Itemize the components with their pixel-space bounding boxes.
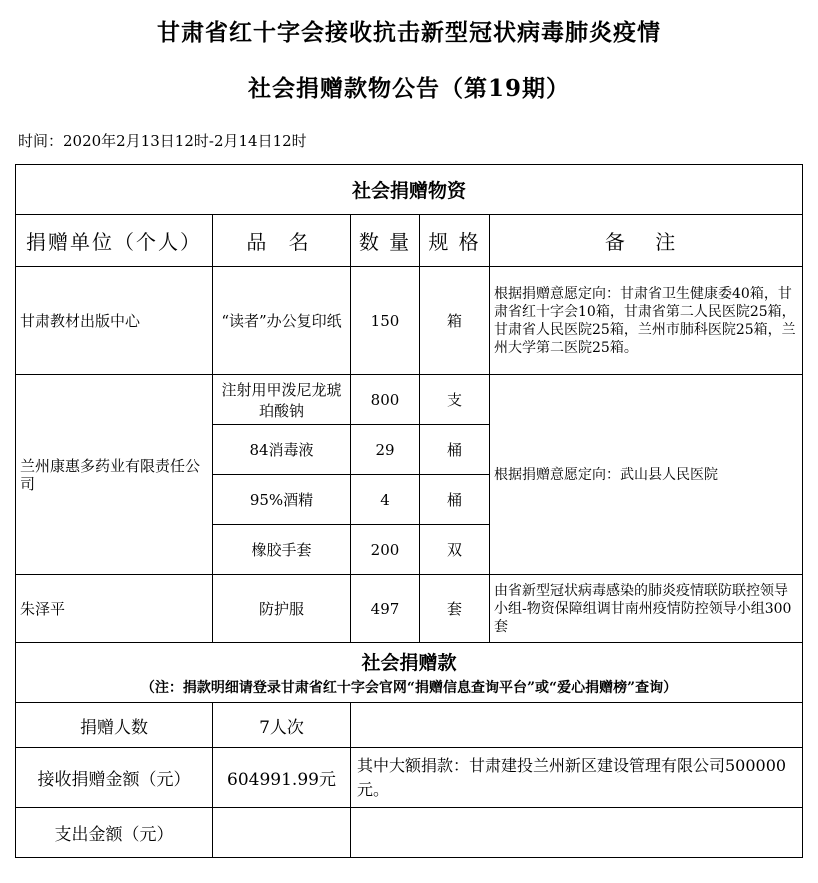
received-amount-value: 604991.99元 (213, 748, 351, 808)
table-row (16, 575, 803, 643)
time-range: 时间：2020年2月13日12时-2月14日12时 (18, 132, 307, 150)
unit-cell: 套 (420, 575, 490, 643)
donor-count-value: 7人次 (213, 703, 351, 748)
qty-cell: 800 (351, 375, 420, 425)
col-header-unit: 规 格 (420, 215, 490, 267)
remark-cell: 根据捐赠意愿定向：甘肃省卫生健康委40箱，甘肃省红十字会10箱，甘肃省第二人民医院25箱，甘肃省人民医院25箱，兰州市肺科医院25箱，兰州大学第二医院25箱。 (490, 267, 803, 375)
page-title-line2: 社会捐赠款物公告（第19期） (247, 75, 570, 102)
money-section-note: （注：捐款明细请登录甘肃省红十字会官网“捐赠信息查询平台”或“爱心捐赠榜”查询） (140, 680, 678, 696)
qty-cell: 150 (351, 267, 420, 375)
received-amount-note: 其中大额捐款：甘肃建投兰州新区建设管理有限公司500000元。 (351, 748, 803, 808)
donation-table (15, 164, 803, 858)
received-amount-label: 接收捐赠金额（元） (16, 748, 213, 808)
qty-cell: 29 (351, 425, 420, 475)
qty-cell: 497 (351, 575, 420, 643)
remark-cell: 根据捐赠意愿定向：武山县人民医院 (490, 375, 803, 575)
col-header-item: 品 名 (213, 215, 351, 267)
col-header-donor: 捐赠单位（个人） (16, 215, 213, 267)
donor-cell: 兰州康惠多药业有限责任公司 (16, 375, 213, 575)
money-row (16, 808, 803, 858)
item-cell: 防护服 (213, 575, 351, 643)
donor-cell: 朱泽平 (16, 575, 213, 643)
col-header-qty: 数 量 (351, 215, 420, 267)
money-row (16, 703, 803, 748)
money-title: 社会捐赠款 (361, 652, 457, 674)
item-cell: “读者”办公复印纸 (213, 267, 351, 375)
qty-cell: 4 (351, 475, 420, 525)
qty-cell: 200 (351, 525, 420, 575)
expense-amount-label: 支出金额（元） (16, 808, 213, 858)
unit-cell: 双 (420, 525, 490, 575)
expense-amount-note (351, 808, 803, 858)
table-row (16, 375, 803, 425)
item-cell: 84消毒液 (213, 425, 351, 475)
donor-cell: 甘肃教材出版中心 (16, 267, 213, 375)
unit-cell: 箱 (420, 267, 490, 375)
money-row (16, 748, 803, 808)
money-section-title (16, 643, 803, 703)
item-cell: 橡胶手套 (213, 525, 351, 575)
item-cell: 95%酒精 (213, 475, 351, 525)
donor-count-label: 捐赠人数 (16, 703, 213, 748)
donor-count-note (351, 703, 803, 748)
page-title-line1: 甘肃省红十字会接收抗击新型冠状病毒肺炎疫情 (157, 19, 661, 46)
unit-cell: 桶 (420, 475, 490, 525)
col-header-remark: 备 注 (490, 215, 803, 267)
unit-cell: 支 (420, 375, 490, 425)
goods-section-title: 社会捐赠物资 (16, 165, 803, 215)
expense-amount-value (213, 808, 351, 858)
remark-cell: 由省新型冠状病毒感染的肺炎疫情联防联控领导小组-物资保障组调甘南州疫情防控领导小组300套 (490, 575, 803, 643)
unit-cell: 桶 (420, 425, 490, 475)
table-row (16, 267, 803, 375)
item-cell: 注射用甲泼尼龙琥珀酸钠 (213, 375, 351, 425)
